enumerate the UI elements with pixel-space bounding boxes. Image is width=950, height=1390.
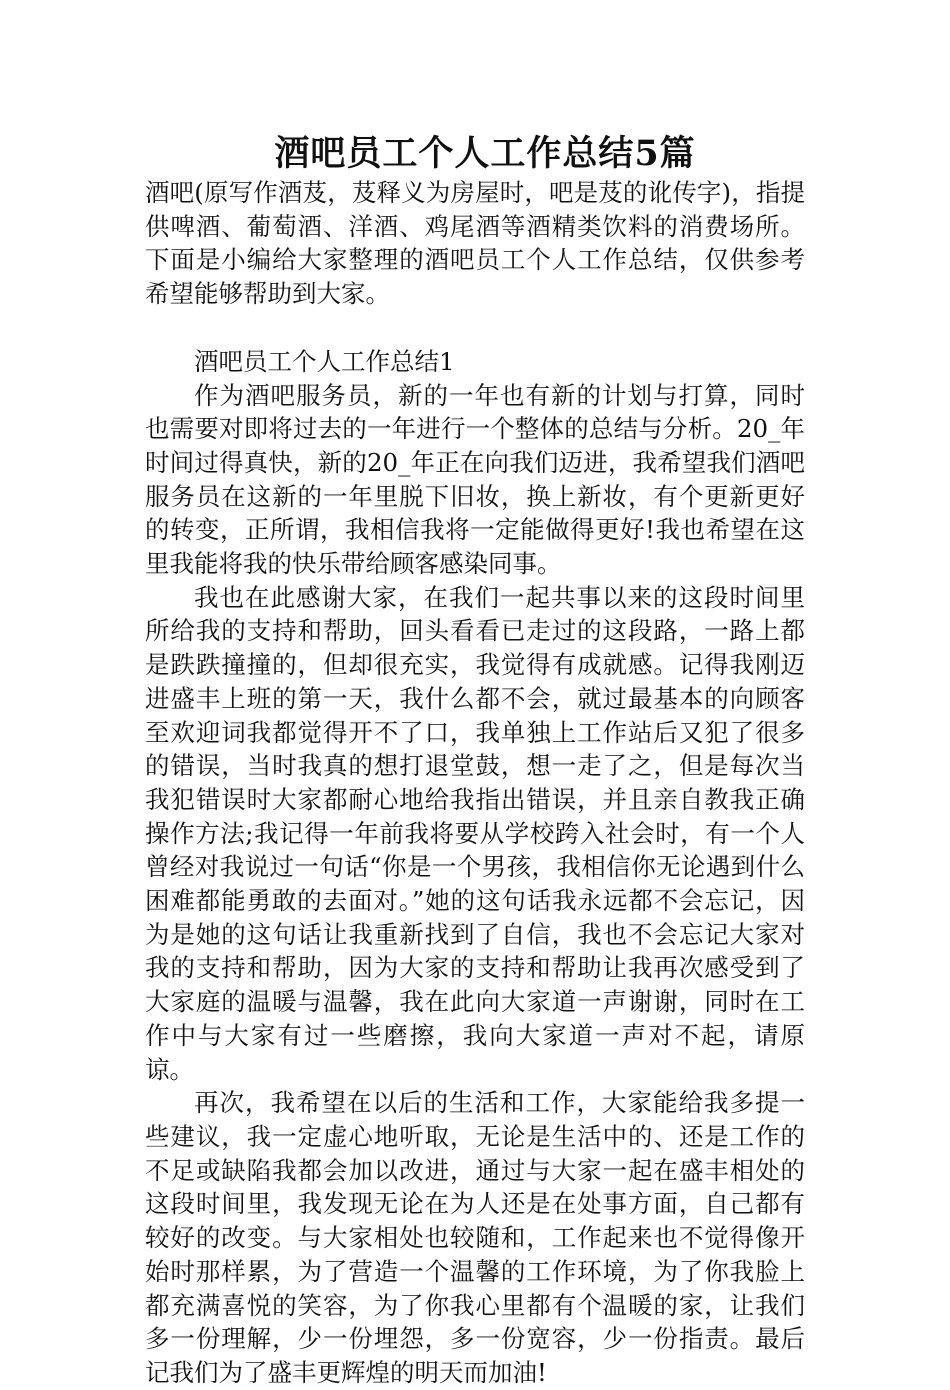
body-paragraph-1: 作为酒吧服务员，新的一年也有新的计划与打算，同时也需要对即将过去的一年进行一个整体的总结与分析。20_年时间过得真快，新的20_年正在向我们迈进，我希望我们酒吧服务员在这新的一年里脱下旧妆，换上新妆，有个更新更好的转变，正所谓，我相信我将一定能做得更好!我也希望在这里我能将我的快乐带给顾客感染同事。: [145, 380, 805, 579]
document-page: [145, 128, 805, 1390]
intro-paragraph: 酒吧(原写作酒芨，芨释义为房屋时，吧是芨的讹传字)，指提供啤酒、葡萄酒、洋酒、鸡尾酒等酒精类饮料的消费场所。下面是小编给大家整理的酒吧员工个人工作总结，仅供参考希望能够帮助到大家。: [145, 178, 805, 309]
body-paragraph-3: 再次，我希望在以后的生活和工作，大家能给我多提一些建议，我一定虚心地听取，无论是生活中的、还是工作的不足或缺陷我都会加以改进，通过与大家一起在盛丰相处的这段时间里，我发现无论在为人还是在处事方面，自己都有较好的改变。与大家相处也较随和，工作起来也不觉得像开始时那样累，为了营造一个温馨的工作环境，为了你我脸上都充满喜悦的笑容，为了你我心里都有个温暖的家，让我们多一份理解，少一份埋怨，多一份宽容，少一份指责。最后记我们为了盛丰更辉煌的明天而加油!: [145, 1088, 805, 1387]
paragraph-gap: [145, 311, 805, 345]
section-heading: 酒吧员工个人工作总结1: [194, 346, 455, 376]
document-title: 酒吧员工个人工作总结5篇: [274, 133, 696, 174]
body-paragraph-2: 我也在此感谢大家，在我们一起共事以来的这段时间里所给我的支持和帮助，回头看看已走过的这段路，一路上都是跌跌撞撞的，但却很充实，我觉得有成就感。记得我刚迈进盛丰上班的第一天，我什么都不会，就过最基本的向顾客至欢迎词我都觉得开不了口，我单独上工作站后又犯了很多的错误，当时我真的想打退堂鼓，想一走了之，但是每次当我犯错误时大家都耐心地给我指出错误，并且亲自教我正确操作方法;我记得一年前我将要从学校跨入社会时，有一个人曾经对我说过一句话“你是一个男孩，我相信你无论遇到什么困难都能勇敢的去面对。”她的这句话我永远都不会忘记，因为是她的这句话让我重新找到了自信，我也不会忘记大家对我的支持和帮助，因为大家的支持和帮助让我再次感受到了大家庭的温暖与温馨，我在此向大家道一声谢谢，同时在工作中与大家有过一些磨擦，我向大家道一声对不起，请原谅。: [145, 582, 805, 1084]
